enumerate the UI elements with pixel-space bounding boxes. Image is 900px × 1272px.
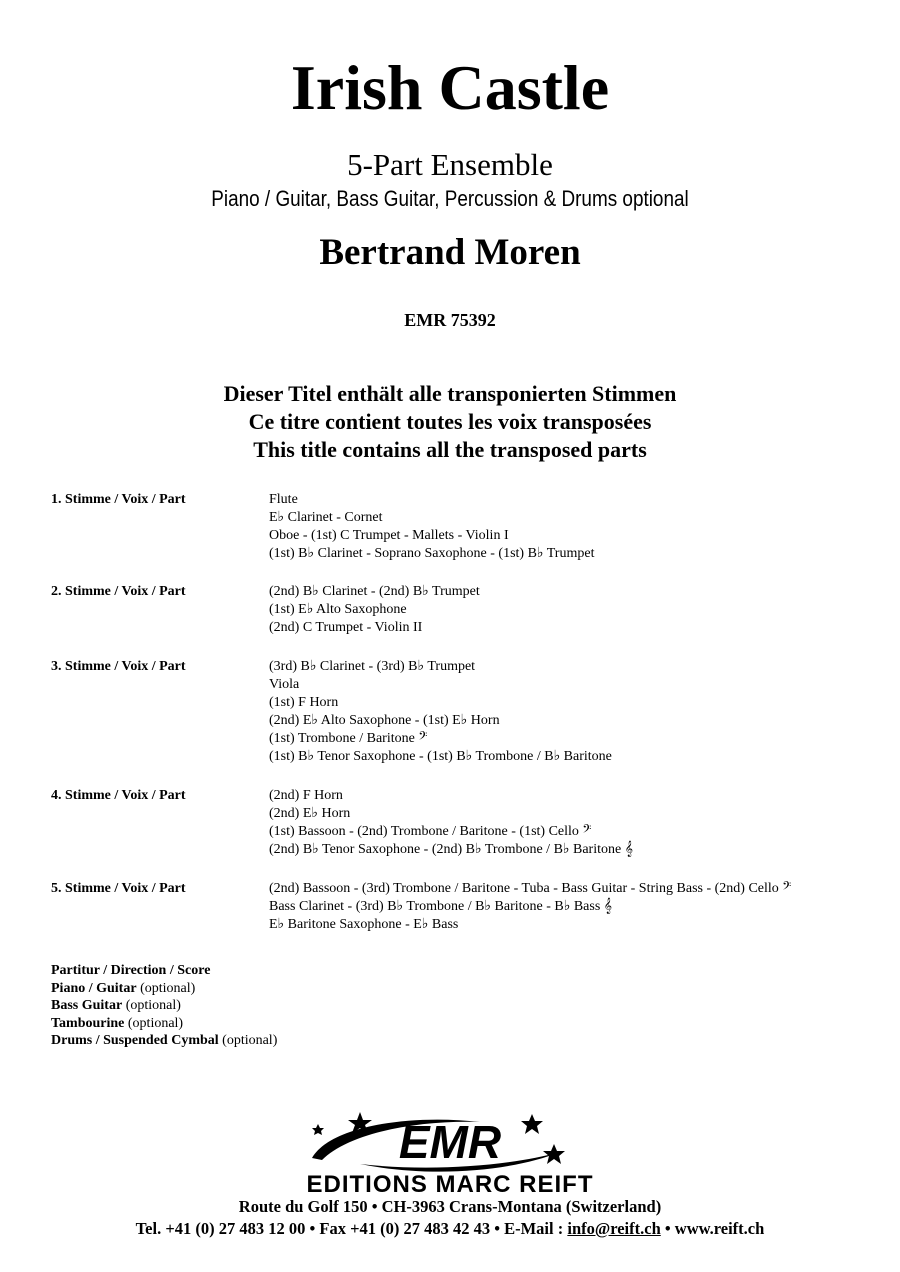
publisher-address-line: Route du Golf 150 • CH-3963 Crans-Montana (Switzerland) xyxy=(238,1197,662,1216)
part-3-label: 3. Stimme / Voix / Part xyxy=(51,659,186,674)
notice-english: This title contains all the transposed parts xyxy=(253,437,647,462)
part-4-label: 4. Stimme / Voix / Part xyxy=(51,788,186,803)
email-link[interactable]: info@reift.ch xyxy=(567,1219,661,1238)
instrument-line: (1st) Bassoon - (2nd) Trombone / Baritone - (1st) Cello 𝄢 xyxy=(269,824,592,839)
star-icon xyxy=(312,1124,324,1135)
instrument-line: (2nd) E♭ Alto Saxophone - (1st) E♭ Horn xyxy=(269,713,500,728)
instrument-line: (1st) E♭ Alto Saxophone xyxy=(269,602,407,617)
title: Irish Castle xyxy=(290,52,610,123)
composer: Bertrand Moren xyxy=(319,232,581,273)
star-icon xyxy=(543,1144,565,1164)
part-5-instruments xyxy=(269,880,791,934)
notice-french: Ce titre contient toutes les voix transposées xyxy=(248,409,652,434)
instrument-line: (2nd) B♭ Tenor Saxophone - (2nd) B♭ Trombone / B♭ Baritone 𝄞 xyxy=(269,842,633,857)
instrument-line: (1st) B♭ Tenor Saxophone - (1st) B♭ Trombone / B♭ Baritone xyxy=(269,749,612,764)
instrument-line: (3rd) B♭ Clarinet - (3rd) B♭ Trumpet xyxy=(269,659,476,674)
instrument-line: (2nd) Bassoon - (3rd) Trombone / Baritone - Tuba - Bass Guitar - String Bass - (2nd) Cello 𝄢 xyxy=(269,881,792,896)
publisher-contact: Tel. +41 (0) 27 483 12 00 • Fax +41 (0) 27 483 42 43 • E-Mail : info@reift.ch • www.reift.ch xyxy=(135,1219,765,1238)
instrumentation: Piano / Guitar, Bass Guitar, Percussion & Drums optional xyxy=(211,186,689,211)
instrument-line: (2nd) C Trumpet - Violin II xyxy=(269,620,423,635)
instrument-line: Oboe - (1st) C Trumpet - Mallets - Violin I xyxy=(269,528,509,543)
star-icon xyxy=(521,1114,543,1134)
subtitle: 5-Part Ensemble xyxy=(347,147,553,182)
instrument-line: (2nd) B♭ Clarinet - (2nd) B♭ Trumpet xyxy=(269,584,480,599)
extra-item: Bass Guitar (optional) xyxy=(51,998,181,1013)
extra-item: Drums / Suspended Cymbal (optional) xyxy=(51,1033,278,1048)
part-2-label: 2. Stimme / Voix / Part xyxy=(51,584,186,599)
instrument-line: E♭ Clarinet - Cornet xyxy=(269,510,383,525)
catalog-number: EMR 75392 xyxy=(404,310,496,330)
publisher-logo xyxy=(300,1106,600,1198)
svg-text:EMR: EMR xyxy=(398,1116,502,1168)
instrument-line: (1st) B♭ Clarinet - Soprano Saxophone - (1st) B♭ Trumpet xyxy=(269,546,595,561)
notice xyxy=(0,380,900,464)
score-extras xyxy=(51,962,277,1050)
part-3-instruments xyxy=(269,658,612,766)
part-2-instruments xyxy=(269,583,480,637)
notice-german: Dieser Titel enthält alle transponierten Stimmen xyxy=(223,381,677,406)
part-4-instruments xyxy=(269,787,633,859)
part-5-label: 5. Stimme / Voix / Part xyxy=(51,881,186,896)
instrument-line: Viola xyxy=(269,677,300,692)
instrument-line: (1st) Trombone / Baritone 𝄢 xyxy=(269,731,428,746)
instrument-line: Bass Clarinet - (3rd) B♭ Trombone / B♭ Baritone - B♭ Bass 𝄞 xyxy=(269,899,613,914)
part-1-label: 1. Stimme / Voix / Part xyxy=(51,492,186,507)
extra-item: Partitur / Direction / Score xyxy=(51,963,211,978)
part-1-instruments xyxy=(269,491,594,563)
extra-item: Tambourine (optional) xyxy=(51,1015,184,1031)
instrument-line: (2nd) F Horn xyxy=(269,788,343,803)
instrument-line: (1st) F Horn xyxy=(269,695,339,710)
instrument-line: (2nd) E♭ Horn xyxy=(269,806,351,821)
svg-text:EDITIONS MARC REIFT: EDITIONS MARC REIFT xyxy=(306,1171,594,1198)
extra-item: Piano / Guitar (optional) xyxy=(51,980,196,996)
instrument-line: E♭ Baritone Saxophone - E♭ Bass xyxy=(269,917,459,932)
instrument-line: Flute xyxy=(269,492,298,507)
